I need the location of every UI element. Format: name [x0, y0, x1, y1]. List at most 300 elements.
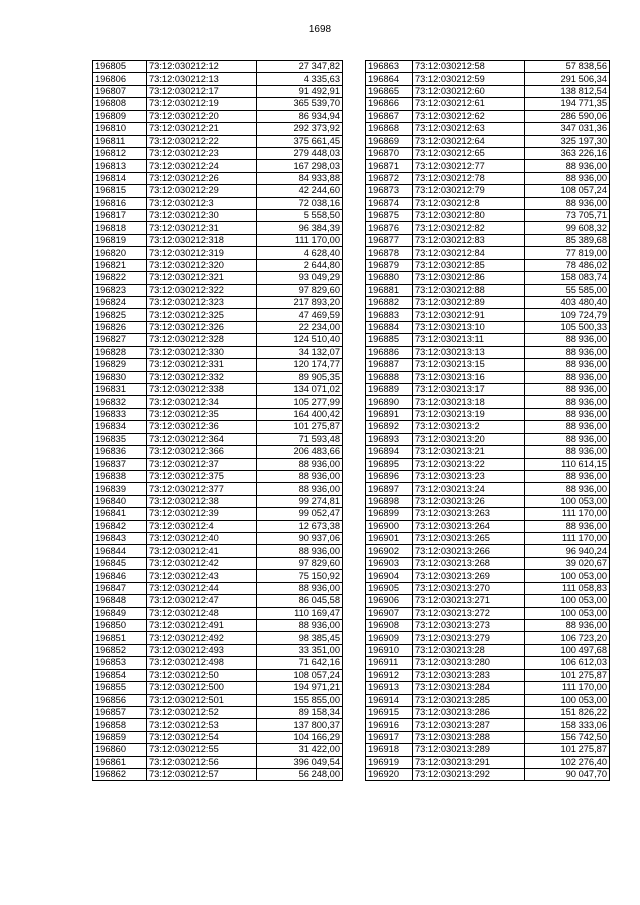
table-row: [93, 520, 343, 532]
table-row: [93, 458, 343, 470]
cadastral-number-cell: 73:12:030213:22: [413, 458, 525, 470]
amount-cell: 96 384,39: [257, 222, 343, 234]
table-row: [93, 644, 343, 656]
row-number-cell: 196858: [93, 719, 147, 731]
amount-cell: 88 936,00: [525, 334, 610, 346]
row-number-cell: 196845: [93, 557, 147, 569]
amount-cell: 75 150,92: [257, 570, 343, 582]
row-number-cell: 196915: [366, 706, 413, 718]
table-row: [93, 110, 343, 122]
row-number-cell: 196911: [366, 657, 413, 669]
amount-cell: 90 047,70: [525, 769, 610, 781]
cadastral-number-cell: 73:12:030213:266: [413, 545, 525, 557]
registry-table-right: [365, 60, 610, 781]
cadastral-number-cell: 73:12:030212:26: [147, 172, 257, 184]
amount-cell: 106 723,20: [525, 632, 610, 644]
table-row: [93, 446, 343, 458]
amount-cell: 88 936,00: [525, 172, 610, 184]
page-number: 1698: [308, 24, 332, 35]
table-row: [366, 508, 610, 520]
table-row: [93, 719, 343, 731]
cadastral-number-cell: 73:12:030212:82: [413, 222, 525, 234]
cadastral-number-cell: 73:12:030213:265: [413, 533, 525, 545]
amount-cell: 111 170,00: [525, 533, 610, 545]
table-row: [93, 619, 343, 631]
row-number-cell: 196824: [93, 297, 147, 309]
table-row: [366, 582, 610, 594]
cadastral-number-cell: 73:12:030212:52: [147, 706, 257, 718]
amount-cell: 194 771,35: [525, 98, 610, 110]
amount-cell: 88 936,00: [525, 346, 610, 358]
row-number-cell: 196807: [93, 85, 147, 97]
table-row: [93, 470, 343, 482]
row-number-cell: 196828: [93, 346, 147, 358]
amount-cell: 4 628,40: [257, 247, 343, 259]
amount-cell: 86 934,94: [257, 110, 343, 122]
table-row: [366, 185, 610, 197]
amount-cell: 86 045,58: [257, 595, 343, 607]
amount-cell: 77 819,00: [525, 247, 610, 259]
amount-cell: 105 500,33: [525, 321, 610, 333]
cadastral-number-cell: 73:12:030213:283: [413, 669, 525, 681]
table-row: [366, 756, 610, 768]
amount-cell: 101 275,87: [525, 744, 610, 756]
row-number-cell: 196833: [93, 408, 147, 420]
amount-cell: 206 483,66: [257, 446, 343, 458]
amount-cell: 167 298,03: [257, 160, 343, 172]
table-row: [366, 644, 610, 656]
table-row: [366, 669, 610, 681]
row-number-cell: 196809: [93, 110, 147, 122]
table-row: [93, 172, 343, 184]
table-row: [366, 731, 610, 743]
cadastral-number-cell: 73:12:030212:332: [147, 371, 257, 383]
table-row: [366, 595, 610, 607]
cadastral-number-cell: 73:12:030213:289: [413, 744, 525, 756]
amount-cell: 88 936,00: [525, 408, 610, 420]
amount-cell: 403 480,40: [525, 297, 610, 309]
amount-cell: 42 244,60: [257, 185, 343, 197]
table-row: [366, 421, 610, 433]
row-number-cell: 196914: [366, 694, 413, 706]
row-number-cell: 196830: [93, 371, 147, 383]
amount-cell: 156 742,50: [525, 731, 610, 743]
row-number-cell: 196860: [93, 744, 147, 756]
row-number-cell: 196861: [93, 756, 147, 768]
table-row: [366, 632, 610, 644]
row-number-cell: 196854: [93, 669, 147, 681]
cadastral-number-cell: 73:12:030213:16: [413, 371, 525, 383]
amount-cell: 88 936,00: [525, 160, 610, 172]
row-number-cell: 196884: [366, 321, 413, 333]
row-number-cell: 196822: [93, 272, 147, 284]
amount-cell: 279 448,03: [257, 147, 343, 159]
row-number-cell: 196878: [366, 247, 413, 259]
row-number-cell: 196814: [93, 172, 147, 184]
cadastral-number-cell: 73:12:030212:84: [413, 247, 525, 259]
cadastral-number-cell: 73:12:030213:15: [413, 359, 525, 371]
amount-cell: 56 248,00: [257, 769, 343, 781]
row-number-cell: 196902: [366, 545, 413, 557]
amount-cell: 89 905,35: [257, 371, 343, 383]
cadastral-number-cell: 73:12:030212:56: [147, 756, 257, 768]
amount-cell: 363 226,16: [525, 147, 610, 159]
cadastral-number-cell: 73:12:030212:375: [147, 470, 257, 482]
cadastral-number-cell: 73:12:030213:23: [413, 470, 525, 482]
row-number-cell: 196846: [93, 570, 147, 582]
cadastral-number-cell: 73:12:030212:364: [147, 433, 257, 445]
cadastral-number-cell: 73:12:030212:44: [147, 582, 257, 594]
row-number-cell: 196870: [366, 147, 413, 159]
amount-cell: 33 351,00: [257, 644, 343, 656]
amount-cell: 100 053,00: [525, 595, 610, 607]
amount-cell: 71 593,48: [257, 433, 343, 445]
amount-cell: 292 373,92: [257, 123, 343, 135]
row-number-cell: 196876: [366, 222, 413, 234]
cadastral-number-cell: 73:12:030212:501: [147, 694, 257, 706]
amount-cell: 100 053,00: [525, 495, 610, 507]
table-row: [93, 595, 343, 607]
row-number-cell: 196919: [366, 756, 413, 768]
table-row: [366, 147, 610, 159]
table-row: [93, 197, 343, 209]
table-row: [366, 706, 610, 718]
row-number-cell: 196893: [366, 433, 413, 445]
row-number-cell: 196829: [93, 359, 147, 371]
cadastral-number-cell: 73:12:030212:59: [413, 73, 525, 85]
table-row: [93, 123, 343, 135]
cadastral-number-cell: 73:12:030212:40: [147, 533, 257, 545]
cadastral-number-cell: 73:12:030212:498: [147, 657, 257, 669]
row-number-cell: 196819: [93, 234, 147, 246]
table-row: [366, 557, 610, 569]
amount-cell: 22 234,00: [257, 321, 343, 333]
amount-cell: 99 274,81: [257, 495, 343, 507]
row-number-cell: 196847: [93, 582, 147, 594]
row-number-cell: 196850: [93, 619, 147, 631]
amount-cell: 124 510,40: [257, 334, 343, 346]
amount-cell: 111 170,00: [257, 234, 343, 246]
cadastral-number-cell: 73:12:030213:284: [413, 682, 525, 694]
cadastral-number-cell: 73:12:030212:42: [147, 557, 257, 569]
table-row: [366, 533, 610, 545]
amount-cell: 88 936,00: [525, 371, 610, 383]
amount-cell: 164 400,42: [257, 408, 343, 420]
cadastral-number-cell: 73:12:030212:37: [147, 458, 257, 470]
row-number-cell: 196895: [366, 458, 413, 470]
table-row: [93, 85, 343, 97]
table-row: [366, 284, 610, 296]
cadastral-number-cell: 73:12:030212:41: [147, 545, 257, 557]
amount-cell: 88 936,00: [525, 619, 610, 631]
amount-cell: 325 197,30: [525, 135, 610, 147]
cadastral-number-cell: 73:12:030213:24: [413, 483, 525, 495]
row-number-cell: 196899: [366, 508, 413, 520]
cadastral-number-cell: 73:12:030212:65: [413, 147, 525, 159]
cadastral-number-cell: 73:12:030212:78: [413, 172, 525, 184]
table-row: [366, 272, 610, 284]
cadastral-number-cell: 73:12:030212:91: [413, 309, 525, 321]
row-number-cell: 196839: [93, 483, 147, 495]
table-row: [366, 458, 610, 470]
table-row: [93, 135, 343, 147]
cadastral-number-cell: 73:12:030212:322: [147, 284, 257, 296]
row-number-cell: 196887: [366, 359, 413, 371]
row-number-cell: 196882: [366, 297, 413, 309]
cadastral-number-cell: 73:12:030212:30: [147, 210, 257, 222]
amount-cell: 99 608,32: [525, 222, 610, 234]
amount-cell: 78 486,02: [525, 259, 610, 271]
table-row: [366, 85, 610, 97]
amount-cell: 88 936,00: [525, 396, 610, 408]
table-row: [93, 495, 343, 507]
cadastral-number-cell: 73:12:030212:62: [413, 110, 525, 122]
table-row: [366, 744, 610, 756]
table-row: [366, 259, 610, 271]
cadastral-number-cell: 73:12:030212:57: [147, 769, 257, 781]
row-number-cell: 196831: [93, 383, 147, 395]
cadastral-number-cell: 73:12:030212:13: [147, 73, 257, 85]
amount-cell: 34 132,07: [257, 346, 343, 358]
amount-cell: 217 893,20: [257, 297, 343, 309]
cadastral-number-cell: 73:12:030213:279: [413, 632, 525, 644]
amount-cell: 88 936,00: [257, 545, 343, 557]
cadastral-number-cell: 73:12:030212:43: [147, 570, 257, 582]
table-row: [366, 110, 610, 122]
row-number-cell: 196867: [366, 110, 413, 122]
row-number-cell: 196856: [93, 694, 147, 706]
row-number-cell: 196810: [93, 123, 147, 135]
row-number-cell: 196826: [93, 321, 147, 333]
amount-cell: 100 053,00: [525, 570, 610, 582]
amount-cell: 109 724,79: [525, 309, 610, 321]
table-row: [93, 756, 343, 768]
cadastral-number-cell: 73:12:030212:35: [147, 408, 257, 420]
amount-cell: 97 829,60: [257, 284, 343, 296]
cadastral-number-cell: 73:12:030213:288: [413, 731, 525, 743]
table-row: [366, 470, 610, 482]
row-number-cell: 196888: [366, 371, 413, 383]
cadastral-number-cell: 73:12:030212:323: [147, 297, 257, 309]
cadastral-number-cell: 73:12:030213:272: [413, 607, 525, 619]
amount-cell: 120 174,77: [257, 359, 343, 371]
amount-cell: 106 612,03: [525, 657, 610, 669]
cadastral-number-cell: 73:12:030212:20: [147, 110, 257, 122]
cadastral-number-cell: 73:12:030212:338: [147, 383, 257, 395]
table-row: [93, 309, 343, 321]
cadastral-number-cell: 73:12:030212:29: [147, 185, 257, 197]
cadastral-number-cell: 73:12:030213:280: [413, 657, 525, 669]
amount-cell: 110 169,47: [257, 607, 343, 619]
cadastral-number-cell: 73:12:030212:58: [413, 61, 525, 73]
amount-cell: 12 673,38: [257, 520, 343, 532]
amount-cell: 111 170,00: [525, 682, 610, 694]
cadastral-number-cell: 73:12:030212:64: [413, 135, 525, 147]
table-row: [93, 607, 343, 619]
row-number-cell: 196821: [93, 259, 147, 271]
table-row: [93, 272, 343, 284]
cadastral-number-cell: 73:12:030212:331: [147, 359, 257, 371]
cadastral-number-cell: 73:12:030213:287: [413, 719, 525, 731]
amount-cell: 39 020,67: [525, 557, 610, 569]
amount-cell: 111 170,00: [525, 508, 610, 520]
table-row: [93, 98, 343, 110]
row-number-cell: 196815: [93, 185, 147, 197]
cadastral-number-cell: 73:12:030212:48: [147, 607, 257, 619]
cadastral-number-cell: 73:12:030212:53: [147, 719, 257, 731]
amount-cell: 151 826,22: [525, 706, 610, 718]
cadastral-number-cell: 73:12:030212:77: [413, 160, 525, 172]
row-number-cell: 196903: [366, 557, 413, 569]
cadastral-number-cell: 73:12:030212:3: [147, 197, 257, 209]
row-number-cell: 196849: [93, 607, 147, 619]
cadastral-number-cell: 73:12:030212:500: [147, 682, 257, 694]
row-number-cell: 196835: [93, 433, 147, 445]
amount-cell: 100 497,68: [525, 644, 610, 656]
cadastral-number-cell: 73:12:030213:10: [413, 321, 525, 333]
cadastral-number-cell: 73:12:030212:319: [147, 247, 257, 259]
table-row: [93, 744, 343, 756]
table-row: [366, 657, 610, 669]
table-row: [93, 769, 343, 781]
cadastral-number-cell: 73:12:030213:268: [413, 557, 525, 569]
table-row: [93, 433, 343, 445]
row-number-cell: 196813: [93, 160, 147, 172]
cadastral-number-cell: 73:12:030213:17: [413, 383, 525, 395]
amount-cell: 72 038,16: [257, 197, 343, 209]
row-number-cell: 196912: [366, 669, 413, 681]
amount-cell: 108 057,24: [257, 669, 343, 681]
cadastral-number-cell: 73:12:030212:34: [147, 396, 257, 408]
cadastral-number-cell: 73:12:030213:18: [413, 396, 525, 408]
row-number-cell: 196827: [93, 334, 147, 346]
row-number-cell: 196907: [366, 607, 413, 619]
cadastral-number-cell: 73:12:030212:23: [147, 147, 257, 159]
cadastral-number-cell: 73:12:030212:12: [147, 61, 257, 73]
table-row: [366, 769, 610, 781]
cadastral-number-cell: 73:12:030213:264: [413, 520, 525, 532]
registry-table-left: [92, 60, 343, 781]
table-row: [366, 408, 610, 420]
table-row: [93, 222, 343, 234]
row-number-cell: 196873: [366, 185, 413, 197]
amount-cell: 88 936,00: [257, 582, 343, 594]
amount-cell: 88 936,00: [257, 619, 343, 631]
table-row: [366, 61, 610, 73]
amount-cell: 93 049,29: [257, 272, 343, 284]
amount-cell: 138 812,54: [525, 85, 610, 97]
cadastral-number-cell: 73:12:030213:21: [413, 446, 525, 458]
row-number-cell: 196917: [366, 731, 413, 743]
row-number-cell: 196916: [366, 719, 413, 731]
amount-cell: 91 492,91: [257, 85, 343, 97]
amount-cell: 158 083,74: [525, 272, 610, 284]
cadastral-number-cell: 73:12:030212:320: [147, 259, 257, 271]
row-number-cell: 196885: [366, 334, 413, 346]
table-row: [366, 570, 610, 582]
amount-cell: 84 933,88: [257, 172, 343, 184]
row-number-cell: 196840: [93, 495, 147, 507]
amount-cell: 90 937,06: [257, 533, 343, 545]
table-row: [93, 706, 343, 718]
cadastral-number-cell: 73:12:030212:38: [147, 495, 257, 507]
cadastral-number-cell: 73:12:030212:80: [413, 210, 525, 222]
row-number-cell: 196875: [366, 210, 413, 222]
amount-cell: 291 506,34: [525, 73, 610, 85]
cadastral-number-cell: 73:12:030212:493: [147, 644, 257, 656]
cadastral-number-cell: 73:12:030212:50: [147, 669, 257, 681]
amount-cell: 88 936,00: [525, 359, 610, 371]
amount-cell: 396 049,54: [257, 756, 343, 768]
amount-cell: 100 053,00: [525, 607, 610, 619]
amount-cell: 101 275,87: [525, 669, 610, 681]
amount-cell: 88 936,00: [525, 421, 610, 433]
cadastral-number-cell: 73:12:030212:328: [147, 334, 257, 346]
amount-cell: 100 053,00: [525, 694, 610, 706]
amount-cell: 99 052,47: [257, 508, 343, 520]
table-row: [366, 297, 610, 309]
table-row: [366, 135, 610, 147]
amount-cell: 5 558,50: [257, 210, 343, 222]
amount-cell: 97 829,60: [257, 557, 343, 569]
row-number-cell: 196869: [366, 135, 413, 147]
row-number-cell: 196898: [366, 495, 413, 507]
table-row: [93, 545, 343, 557]
cadastral-number-cell: 73:12:030212:89: [413, 297, 525, 309]
row-number-cell: 196880: [366, 272, 413, 284]
row-number-cell: 196890: [366, 396, 413, 408]
table-row: [93, 321, 343, 333]
amount-cell: 105 277,99: [257, 396, 343, 408]
table-row: [93, 73, 343, 85]
table-row: [366, 309, 610, 321]
row-number-cell: 196817: [93, 210, 147, 222]
amount-cell: 57 838,56: [525, 61, 610, 73]
table-row: [366, 619, 610, 631]
row-number-cell: 196889: [366, 383, 413, 395]
amount-cell: 101 275,87: [257, 421, 343, 433]
cadastral-number-cell: 73:12:030212:60: [413, 85, 525, 97]
table-row: [366, 210, 610, 222]
amount-cell: 88 936,00: [257, 483, 343, 495]
amount-cell: 137 800,37: [257, 719, 343, 731]
cadastral-number-cell: 73:12:030213:263: [413, 508, 525, 520]
amount-cell: 365 539,70: [257, 98, 343, 110]
cadastral-number-cell: 73:12:030212:24: [147, 160, 257, 172]
row-number-cell: 196864: [366, 73, 413, 85]
row-number-cell: 196818: [93, 222, 147, 234]
amount-cell: 102 276,40: [525, 756, 610, 768]
row-number-cell: 196862: [93, 769, 147, 781]
amount-cell: 27 347,82: [257, 61, 343, 73]
amount-cell: 88 936,00: [257, 470, 343, 482]
cadastral-number-cell: 73:12:030213:292: [413, 769, 525, 781]
cadastral-number-cell: 73:12:030213:273: [413, 619, 525, 631]
cadastral-number-cell: 73:12:030212:39: [147, 508, 257, 520]
cadastral-number-cell: 73:12:030212:55: [147, 744, 257, 756]
table-row: [366, 222, 610, 234]
cadastral-number-cell: 73:12:030212:330: [147, 346, 257, 358]
row-number-cell: 196918: [366, 744, 413, 756]
cadastral-number-cell: 73:12:030212:318: [147, 234, 257, 246]
amount-cell: 98 385,45: [257, 632, 343, 644]
table-row: [93, 694, 343, 706]
table-row: [93, 234, 343, 246]
table-row: [366, 359, 610, 371]
table-row: [366, 172, 610, 184]
cadastral-number-cell: 73:12:030212:19: [147, 98, 257, 110]
table-row: [93, 632, 343, 644]
